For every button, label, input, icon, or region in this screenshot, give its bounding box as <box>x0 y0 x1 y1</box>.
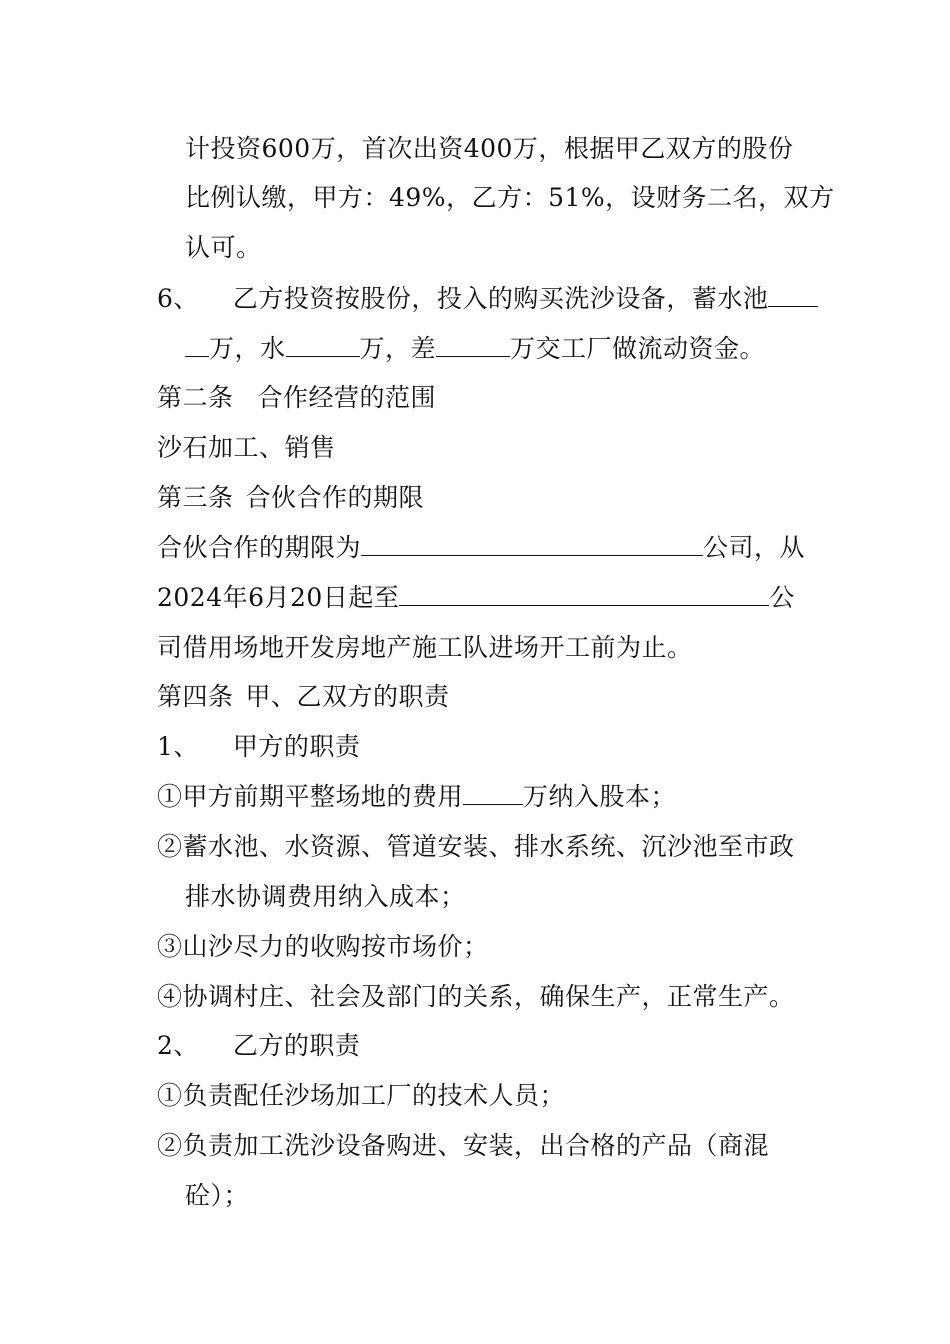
item-number: 6、 <box>157 284 199 313</box>
fill-in-blank[interactable] <box>361 533 703 556</box>
section-heading-1 <box>157 732 360 762</box>
section-heading-2 <box>157 1031 360 1061</box>
text-segment: ②负责加工洗沙设备购进、安装，出合格的产品（商混 <box>157 1131 770 1160</box>
text-line <box>185 183 835 213</box>
fill-in-blank[interactable] <box>185 334 209 357</box>
text-segment: ④协调村庄、社会及部门的关系，确保生产，正常生产。 <box>157 982 795 1011</box>
fill-in-blank[interactable] <box>768 284 818 307</box>
section-title: 乙方的职责 <box>232 1031 361 1060</box>
text-line <box>185 1181 249 1211</box>
fill-in-blank[interactable] <box>399 583 769 606</box>
text-segment: 比例认缴，甲方：49%，乙方：51%，设财务二名，双方 <box>185 183 835 212</box>
text-segment: ③山沙尽力的收购按市场价； <box>157 932 489 961</box>
text-segment: ①甲方前期平整场地的费用 <box>157 782 464 811</box>
list-item <box>157 1081 565 1111</box>
article-number: 第二条 <box>157 383 234 412</box>
list-item <box>157 832 795 862</box>
text-segment: 排水协调费用纳入成本； <box>185 882 466 911</box>
text-segment: 砼）； <box>185 1181 250 1210</box>
clause-item-6 <box>157 284 818 314</box>
text-line <box>157 433 336 463</box>
article-number: 第三条 <box>157 483 234 512</box>
text-segment: 公司，从 <box>703 533 806 562</box>
article-heading-2 <box>157 383 436 413</box>
text-segment: 公 <box>769 583 795 612</box>
text-segment: 2024年6月20日起至 <box>157 583 400 612</box>
fill-in-blank[interactable] <box>463 782 523 805</box>
text-segment: 司借用场地开发房地产施工队进场开工前为止。 <box>157 633 693 662</box>
list-item <box>157 932 489 962</box>
text-line <box>185 334 765 364</box>
text-segment: 万交工厂做流动资金。 <box>510 334 766 363</box>
item-number: 1、 <box>157 732 199 761</box>
text-segment: 乙方投资按股份，投入的购买洗沙设备，蓄水池 <box>232 284 769 313</box>
article-number: 第四条 <box>157 682 234 711</box>
text-segment: 合伙合作的期限为 <box>157 533 362 562</box>
text-segment: 认可。 <box>185 233 262 262</box>
article-heading-3 <box>157 483 424 513</box>
text-line <box>185 882 466 912</box>
text-segment: 万，水 <box>209 334 286 363</box>
list-item <box>157 1131 769 1161</box>
text-line <box>185 233 262 263</box>
text-segment: 计投资600万，首次出资400万，根据甲乙双方的股份 <box>185 134 794 163</box>
list-item <box>157 782 676 812</box>
text-segment: 万纳入股本； <box>523 782 677 811</box>
article-title: 甲、乙双方的职责 <box>245 682 450 711</box>
article-heading-4 <box>157 682 450 712</box>
text-line <box>157 583 795 613</box>
fill-in-blank[interactable] <box>286 334 360 357</box>
text-line <box>157 533 805 563</box>
text-segment: 万，差 <box>359 334 437 363</box>
text-line <box>157 633 693 663</box>
text-line <box>185 134 793 164</box>
section-title: 甲方的职责 <box>232 732 361 761</box>
article-title: 合作经营的范围 <box>257 383 437 412</box>
fill-in-blank[interactable] <box>436 334 510 357</box>
list-item <box>157 982 795 1012</box>
text-segment: ②蓄水池、水资源、管道安装、排水系统、沉沙池至市政 <box>157 832 795 861</box>
text-segment: ①负责配任沙场加工厂的技术人员； <box>157 1081 566 1110</box>
item-number: 2、 <box>157 1031 199 1060</box>
text-segment: 沙石加工、销售 <box>157 433 336 462</box>
article-title: 合伙合作的期限 <box>245 483 425 512</box>
